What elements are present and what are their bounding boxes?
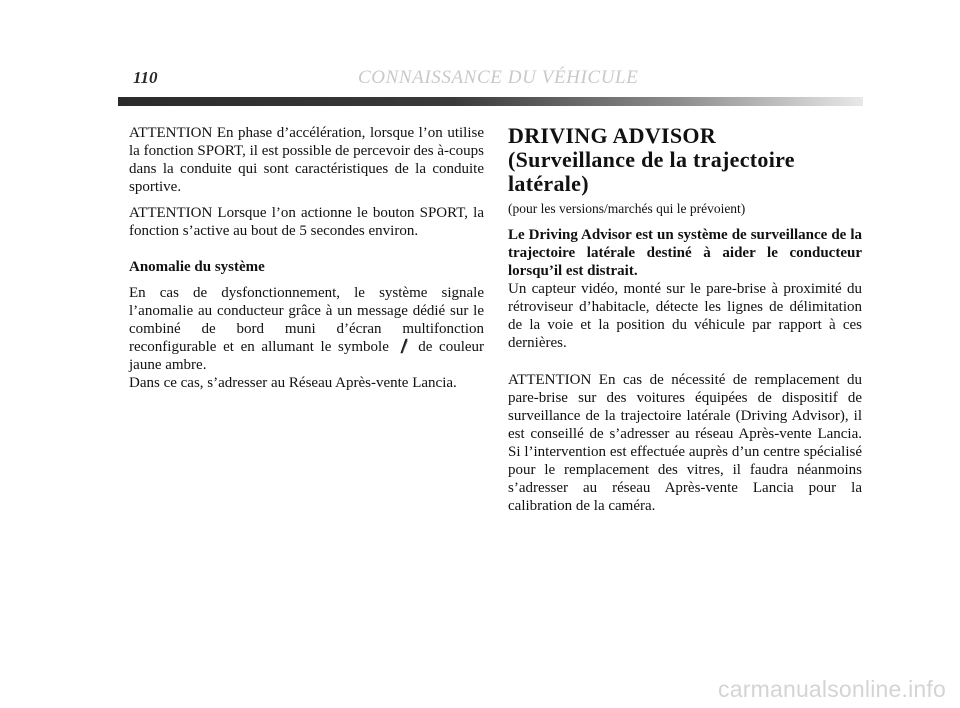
section-title-line1: DRIVING ADVISOR — [508, 123, 717, 148]
attention-sport-delay: ATTENTION Lorsque l’on actionne le bouton SPORT, la fonction s’active au bout de 5 secondes environ. — [129, 205, 484, 239]
section-title-line3: latérale) — [508, 171, 589, 196]
anomaly-text-after: de couleur jaune ambre. — [129, 339, 485, 373]
anomaly-heading: Anomalie du système — [129, 259, 265, 275]
anomaly-text-end: Dans ce cas, s’adresser au Réseau Après-vente Lancia. — [129, 375, 457, 391]
section-title-line2: (Surveillance de la trajectoire — [508, 147, 795, 172]
watermark: carmanualsonline.info — [718, 676, 946, 702]
section-subtitle: (pour les versions/marchés qui le prévoient) — [508, 201, 746, 216]
intro-bold: Le Driving Advisor est un système de surveillance de la trajectoire latérale destiné à aider le conducteur lorsqu’il est distrait. — [508, 227, 862, 279]
anomaly-text-before: En cas de dysfonctionnement, le système signale l’anomalie au conducteur grâce à un message dédié sur le combiné de bord muni d’écran multifonction reconfigurable et en allumant le symbole — [129, 285, 484, 355]
anomaly-paragraph — [129, 284, 484, 392]
right-column — [508, 124, 862, 515]
page-number: 110 — [133, 68, 158, 87]
intro-text: Un capteur vidéo, monté sur le pare-brise à proximité du rétroviseur d’habitacle, détecte les lignes de délimitation de la voie et la position du véhicule par rapport à ces dernières. — [508, 281, 862, 351]
left-column — [129, 124, 484, 392]
attention-sport-jerks: ATTENTION En phase d’accélération, lorsque l’on utilise la fonction SPORT, il est possible de percevoir des à-coups dans la conduite qui sont caractéristiques de la conduite sportive. — [129, 125, 484, 195]
section-title — [508, 124, 862, 196]
running-head: CONNAISSANCE DU VÉHICULE — [358, 67, 639, 88]
lane-departure-warning-icon — [399, 338, 409, 354]
attention-windscreen: ATTENTION En cas de nécessité de remplacement du pare-brise sur des voitures équipées de dispositif de surveillance de la trajectoire latérale (Driving Advisor), il est conseillé de s’adresser au réseau Après-vente Lancia. Si l’intervention est effectuée auprès d’un centre spécialisé pour le remplacement des vitres, il faudra néanmoins s’adresser au réseau Après-vente Lancia pour la calibration de la caméra. — [508, 372, 862, 514]
header-rule — [118, 97, 863, 106]
